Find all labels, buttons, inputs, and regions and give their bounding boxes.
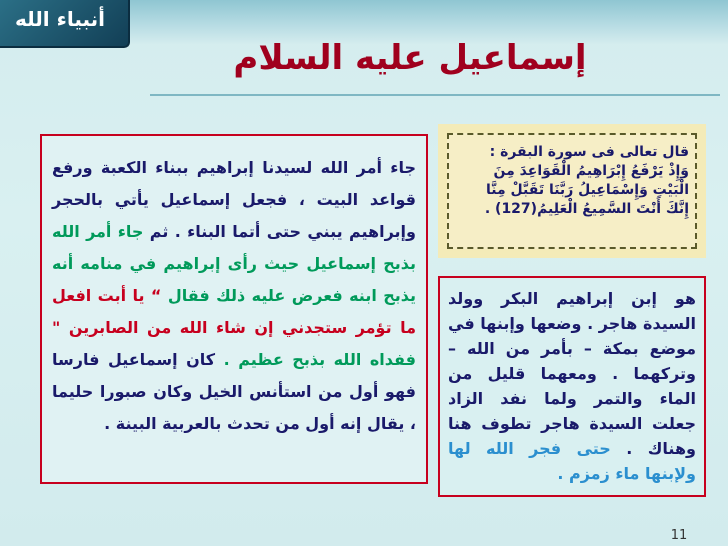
story-text-box xyxy=(40,134,428,484)
quran-verse-box xyxy=(438,124,706,258)
story-part-quote: “ يا أبت افعل ما تؤمر ستجدني إن شاء الله من الصابرين " xyxy=(52,286,416,337)
quran-line-3: الْبَيْتِ وَإِسْمَاعِيلُ رَبَّنَا تَقَبَّلْ مِنَّا xyxy=(486,182,689,198)
quran-line-4: إِنَّكَ أَنْتَ السَّمِيعُ الْعَلِيمُ(127) . xyxy=(484,201,689,217)
quran-line-1: قال تعالى فى سورة البقرة : xyxy=(489,144,689,160)
quran-verse-frame xyxy=(447,133,697,249)
badge-label: أنبياء الله xyxy=(14,7,106,31)
story-part-ransom: ففداه الله بذبح عظيم . xyxy=(223,350,416,369)
story-paragraph xyxy=(52,152,416,440)
biography-part-3: لها ولإبنها ماء زمزم . xyxy=(448,439,696,483)
title-divider xyxy=(150,94,720,96)
quran-line-2: وَإِذْ يَرْفَعُ إِبْرَاهِيمُ الْقَوَاعِدَ مِنَ xyxy=(493,163,689,179)
biography-part-1: هو إبن إبراهيم البكر وولد السيدة هاجر . وضعها وإبنها في موضع بمكة – بأمر من الله – وتركهما . ومعهما قليل من الماء والتمر ولما نفد الزاد جعلت السيدة هاجر تطوف هنا وهناك . xyxy=(448,289,696,458)
section-badge xyxy=(0,0,130,48)
story-part-traits: كان إسماعيل فارسا فهو أول من استأنس الخيل وكان صبورا حليما ، يقال إنه أول من تحدث بالعربية البينة . xyxy=(52,350,416,433)
biography-part-zamzam: حتى فجر الله xyxy=(486,439,611,458)
page-title: إسماعيل عليه السلام xyxy=(233,38,587,78)
story-part-sacrifice: جاء أمر الله بذبح إسماعيل حيث رأى إبراهيم في منامه أنه يذبح ابنه فعرض عليه ذلك فقال xyxy=(52,222,417,305)
quran-verse-text xyxy=(459,143,689,219)
story-part-building: جاء أمر الله لسيدنا إبراهيم ببناء الكعبة ورفع قواعد البيت ، فجعل إسماعيل يأتي بالحجر وإبراهيم يبني حتى أتما البناء . ثم xyxy=(52,158,416,241)
biography-paragraph xyxy=(448,286,696,486)
biography-text-box xyxy=(438,276,706,497)
page-number: 11 xyxy=(670,528,688,543)
